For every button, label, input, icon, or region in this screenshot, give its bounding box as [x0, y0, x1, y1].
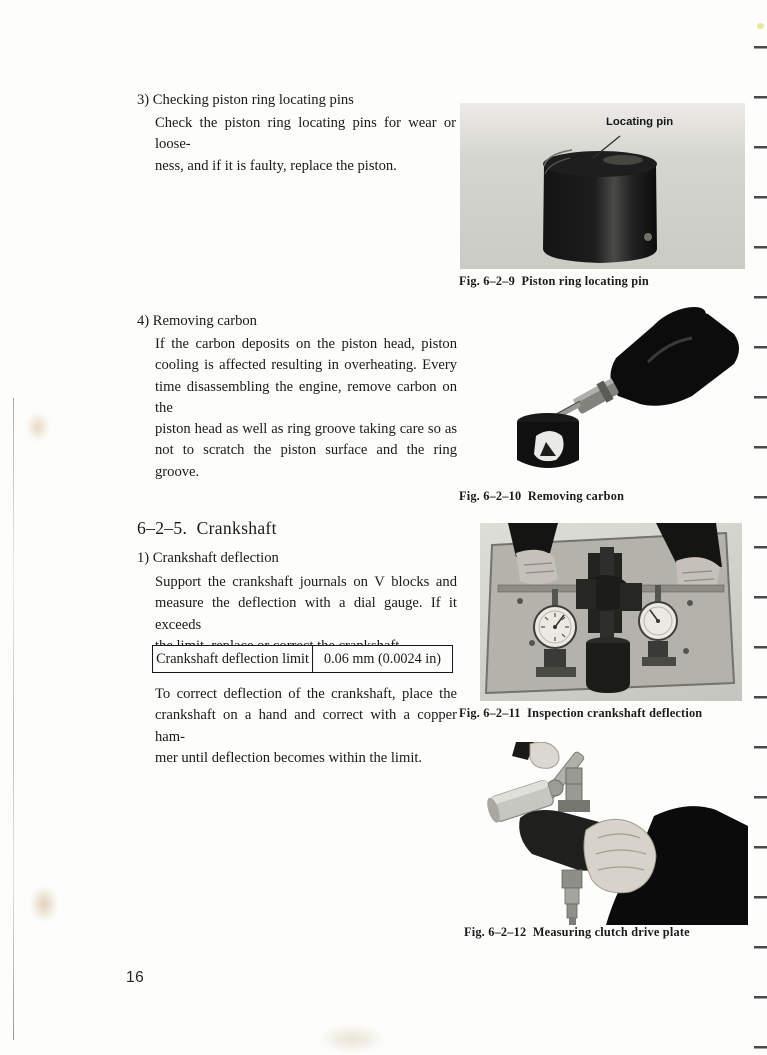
- deflection-limit-value-cell: 0.06 mm (0.0024 in): [323, 650, 442, 667]
- right-edge-scan-dashes: [754, 46, 767, 1050]
- figure-6-2-9-photo: [460, 103, 745, 269]
- section-4-paragraph: [155, 334, 457, 483]
- crankshaft-deflection-heading: 1) Crankshaft deflection: [137, 550, 279, 566]
- deflection-limit-label-cell: Crankshaft deflection limit: [153, 646, 313, 672]
- figure-6-2-10-photo: [468, 300, 748, 482]
- text-line: Check the piston ring locating pins for wear or loose-: [155, 115, 456, 153]
- carbon-removal-photo-illustration: [468, 300, 748, 482]
- left-margin-smudge-upper: [26, 412, 50, 442]
- text-line: piston head as well as ring groove taking care so as: [155, 421, 457, 438]
- text-line: crankshaft on a hand and correct with a copper ham-: [155, 707, 457, 745]
- section-6-2-5-heading: 6–2–5. Crankshaft: [137, 518, 277, 538]
- figure-6-2-10-caption: Fig. 6–2–10 Removing carbon: [459, 489, 625, 503]
- text-line: If the carbon deposits on the piston head, piston: [155, 336, 457, 352]
- locating-pin-label: Locating pin: [606, 116, 674, 128]
- section-3-heading: 3) Checking piston ring locating pins: [137, 92, 354, 108]
- figure-6-2-11-caption: Fig. 6–2–11 Inspection crankshaft deflection: [459, 706, 703, 720]
- deflection-correction-paragraph: [155, 684, 457, 769]
- locating-pin-pointer-line: [588, 134, 626, 160]
- text-line: not to scratch the piston surface and the ring groove.: [155, 442, 457, 480]
- text-line: To correct deflection of the crankshaft, place the: [155, 686, 457, 702]
- page-number: 16: [126, 969, 145, 986]
- text-line: Support the crankshaft journals on V blocks and: [155, 574, 457, 590]
- figure-6-2-9-caption: Fig. 6–2–9 Piston ring locating pin: [459, 274, 649, 288]
- left-edge-scan-line: [13, 398, 14, 1040]
- clutch-plate-photo-illustration: [458, 742, 748, 925]
- figure-6-2-12-photo: [458, 742, 748, 925]
- figure-6-2-11-photo: [480, 523, 742, 701]
- left-margin-smudge-lower: [30, 886, 58, 922]
- text-line: ness, and if it is faulty, replace the piston.: [155, 157, 397, 174]
- text-line: time disassembling the engine, remove carbon on the: [155, 378, 457, 416]
- right-edge-yellow-speck: [757, 23, 764, 29]
- text-line: mer until deflection becomes within the limit.: [155, 749, 423, 766]
- deflection-inspection-photo-illustration: [480, 523, 742, 701]
- deflection-limit-table: [152, 645, 453, 673]
- section-4-heading: 4) Removing carbon: [137, 313, 257, 329]
- text-line: measure the deflection with a dial gauge. If it exceeds: [155, 595, 457, 633]
- figure-6-2-12-caption: Fig. 6–2–12 Measuring clutch drive plate: [464, 925, 690, 939]
- section-3-paragraph: [155, 113, 456, 177]
- piston-photo-illustration: [460, 103, 745, 269]
- text-line: cooling is affected resulting in overheating. Every: [155, 357, 457, 374]
- bottom-center-smudge: [318, 1024, 386, 1054]
